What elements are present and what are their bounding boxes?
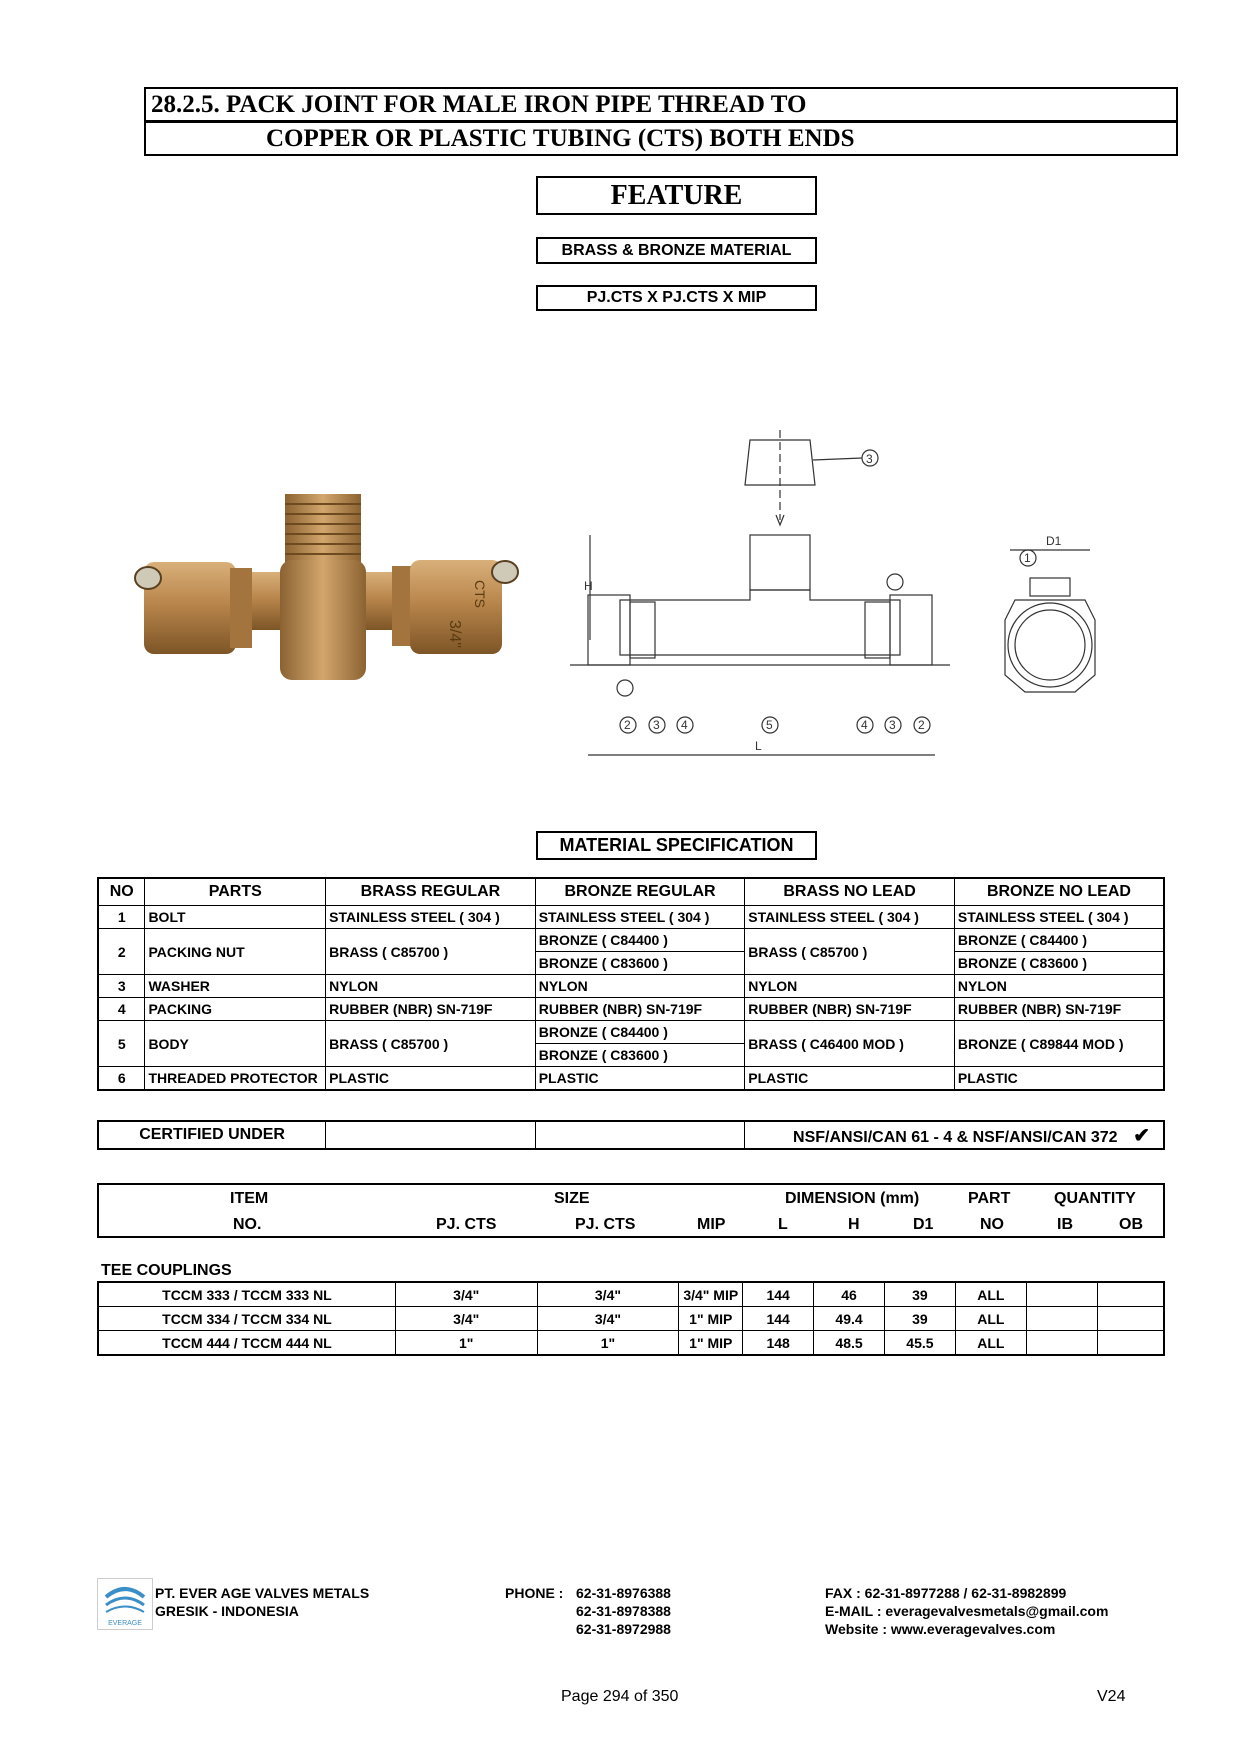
row-l: 144 — [743, 1282, 814, 1307]
row-mip: 1" MIP — [679, 1307, 743, 1331]
row-h: 48.5 — [814, 1331, 885, 1356]
spec-bronze-no-lead: STAINLESS STEEL ( 304 ) — [954, 906, 1164, 929]
logo-text: EVERAGE — [108, 1620, 142, 1627]
spec-no: 1 — [98, 906, 145, 929]
header-item: ITEM — [230, 1190, 269, 1207]
spec-brass-regular: BRASS ( C85700 ) — [326, 1021, 536, 1067]
spec-part: WASHER — [145, 975, 326, 998]
spec-bronze-no-lead: NYLON — [954, 975, 1164, 998]
group-label: TEE COUPLINGS — [101, 1262, 232, 1279]
row-pj-cts-2: 3/4" — [537, 1282, 679, 1307]
company-block — [155, 1584, 369, 1620]
spec-brass-no-lead: STAINLESS STEEL ( 304 ) — [745, 906, 955, 929]
spec-brass-no-lead: NYLON — [745, 975, 955, 998]
title-line-1 — [144, 87, 1178, 122]
header-d1: D1 — [913, 1216, 934, 1233]
row-ib — [1026, 1282, 1097, 1307]
spec-no: 3 — [98, 975, 145, 998]
row-ob — [1097, 1282, 1164, 1307]
spec-bronze-no-lead: BRONZE ( C83600 ) — [954, 952, 1164, 975]
spec-brass-regular: PLASTIC — [326, 1067, 536, 1091]
row-pj-cts-2: 3/4" — [537, 1307, 679, 1331]
spec-part: BODY — [145, 1021, 326, 1067]
header-pj-cts-2: PJ. CTS — [575, 1216, 636, 1233]
table-row — [98, 1282, 1164, 1307]
spec-header-row — [98, 878, 1164, 906]
row-mip: 1" MIP — [679, 1331, 743, 1356]
phone-2: 62-31-8978388 — [576, 1603, 671, 1619]
company-logo — [97, 1578, 153, 1630]
callout-label: 2 — [624, 718, 631, 732]
row-part-no: ALL — [955, 1307, 1026, 1331]
spec-row — [98, 929, 1164, 952]
version: V24 — [1097, 1688, 1126, 1705]
header-part: PART — [968, 1190, 1011, 1207]
spec-brass-no-lead: RUBBER (NBR) SN-719F — [745, 998, 955, 1021]
row-pj-cts-1: 3/4" — [395, 1282, 537, 1307]
spec-bronze-regular: BRONZE ( C84400 ) — [535, 929, 745, 952]
dim-h-label: H — [584, 579, 593, 593]
spec-bronze-regular: RUBBER (NBR) SN-719F — [535, 998, 745, 1021]
header-l: L — [778, 1216, 788, 1233]
spec-header-brass-regular: BRASS REGULAR — [326, 878, 536, 906]
certified-label: CERTIFIED UNDER — [98, 1121, 326, 1149]
header-pj-cts-1: PJ. CTS — [436, 1216, 497, 1233]
spec-brass-regular: NYLON — [326, 975, 536, 998]
spec-brass-regular: RUBBER (NBR) SN-719F — [326, 998, 536, 1021]
spec-brass-no-lead: BRASS ( C46400 MOD ) — [745, 1021, 955, 1067]
spec-bronze-regular: BRONZE ( C83600 ) — [535, 1044, 745, 1067]
spec-part: PACKING NUT — [145, 929, 326, 975]
row-mip: 3/4" MIP — [679, 1282, 743, 1307]
page-number: Page 294 of 350 — [561, 1688, 679, 1705]
row-ib — [1026, 1307, 1097, 1331]
callout-label: 5 — [766, 718, 773, 732]
spec-part: BOLT — [145, 906, 326, 929]
table-row — [98, 1331, 1164, 1356]
feature-type-box — [536, 285, 817, 311]
spec-bronze-regular: STAINLESS STEEL ( 304 ) — [535, 906, 745, 929]
header-part-no: NO — [980, 1216, 1004, 1233]
contact-block — [825, 1584, 1108, 1638]
spec-no: 6 — [98, 1067, 145, 1091]
header-dimension: DIMENSION (mm) — [785, 1190, 920, 1207]
spec-bronze-regular: BRONZE ( C83600 ) — [535, 952, 745, 975]
phone-block — [505, 1584, 563, 1602]
feature-material: BRASS & BRONZE MATERIAL — [561, 241, 792, 259]
row-d1: 39 — [884, 1282, 955, 1307]
spec-bronze-regular: PLASTIC — [535, 1067, 745, 1091]
spec-row — [98, 906, 1164, 929]
phone-label: PHONE : — [505, 1585, 564, 1601]
title-text-1: 28.2.5. PACK JOINT FOR MALE IRON PIPE THREAD TO — [151, 91, 807, 118]
feature-heading-box — [536, 176, 817, 215]
callout-label: 4 — [861, 718, 868, 732]
spec-no: 4 — [98, 998, 145, 1021]
header-size: SIZE — [554, 1190, 590, 1207]
row-ob — [1097, 1331, 1164, 1356]
header-ib: IB — [1057, 1216, 1073, 1233]
spec-header-no: NO — [98, 878, 145, 906]
header-h: H — [848, 1216, 860, 1233]
row-ob — [1097, 1307, 1164, 1331]
spec-bronze-regular: NYLON — [535, 975, 745, 998]
website: Website : www.everagevalves.com — [825, 1621, 1056, 1637]
company-name: PT. EVER AGE VALVES METALS — [155, 1585, 370, 1601]
spec-brass-regular: STAINLESS STEEL ( 304 ) — [326, 906, 536, 929]
row-item: TCCM 444 / TCCM 444 NL — [98, 1331, 395, 1356]
row-part-no: ALL — [955, 1282, 1026, 1307]
checkmark-icon: ✔ — [1133, 1124, 1150, 1147]
dimension-header — [97, 1183, 1165, 1238]
row-item: TCCM 334 / TCCM 334 NL — [98, 1307, 395, 1331]
spec-header-parts: PARTS — [145, 878, 326, 906]
spec-row — [98, 975, 1164, 998]
spec-header-brass-no-lead: BRASS NO LEAD — [745, 878, 955, 906]
feature-type: PJ.CTS X PJ.CTS X MIP — [586, 289, 767, 306]
phone-3: 62-31-8972988 — [576, 1621, 671, 1637]
header-quantity: QUANTITY — [1054, 1190, 1136, 1207]
technical-drawing — [570, 430, 1140, 775]
phone-1: 62-31-8976388 — [576, 1585, 671, 1601]
dim-d1-label: D1 — [1046, 534, 1062, 548]
callout-label: 2 — [918, 718, 925, 732]
spec-bronze-no-lead: PLASTIC — [954, 1067, 1164, 1091]
material-spec-heading-box — [536, 831, 817, 860]
spec-no: 5 — [98, 1021, 145, 1067]
callout-1-label: 1 — [1024, 551, 1031, 565]
email: E-MAIL : everagevalvesmetals@gmail.com — [825, 1603, 1109, 1619]
spec-bronze-no-lead: BRONZE ( C89844 MOD ) — [954, 1021, 1164, 1067]
spec-header-bronze-no-lead: BRONZE NO LEAD — [954, 878, 1164, 906]
callout-3-top-label: 3 — [866, 452, 873, 466]
row-ib — [1026, 1331, 1097, 1356]
spec-part: PACKING — [145, 998, 326, 1021]
fax: FAX : 62-31-8977288 / 62-31-8982899 — [825, 1585, 1067, 1601]
feature-material-box — [536, 237, 817, 264]
row-l: 144 — [743, 1307, 814, 1331]
dimension-table — [97, 1281, 1165, 1356]
callout-label: 3 — [889, 718, 896, 732]
callout-label: 3 — [653, 718, 660, 732]
row-pj-cts-2: 1" — [537, 1331, 679, 1356]
row-d1: 39 — [884, 1307, 955, 1331]
company-location: GRESIK - INDONESIA — [155, 1603, 299, 1619]
spec-bronze-no-lead: BRONZE ( C84400 ) — [954, 929, 1164, 952]
spec-part: THREADED PROTECTOR — [145, 1067, 326, 1091]
spec-brass-no-lead: PLASTIC — [745, 1067, 955, 1091]
title-line-2 — [144, 121, 1178, 156]
row-d1: 45.5 — [884, 1331, 955, 1356]
row-pj-cts-1: 1" — [395, 1331, 537, 1356]
certified-value-cell — [745, 1121, 1164, 1149]
feature-heading: FEATURE — [610, 179, 743, 211]
callout-label: 4 — [681, 718, 688, 732]
certified-table — [97, 1120, 1165, 1150]
spec-bronze-no-lead: RUBBER (NBR) SN-719F — [954, 998, 1164, 1021]
spec-header-bronze-regular: BRONZE REGULAR — [535, 878, 745, 906]
title-text-2: COPPER OR PLASTIC TUBING (CTS) BOTH ENDS — [266, 125, 855, 152]
material-spec-heading: MATERIAL SPECIFICATION — [559, 835, 794, 855]
row-h: 49.4 — [814, 1307, 885, 1331]
spec-row — [98, 998, 1164, 1021]
dim-l-label: L — [755, 739, 762, 753]
material-spec-table — [97, 877, 1165, 1091]
spec-row — [98, 1021, 1164, 1044]
row-part-no: ALL — [955, 1331, 1026, 1356]
table-row — [98, 1307, 1164, 1331]
row-pj-cts-1: 3/4" — [395, 1307, 537, 1331]
photo-cts-marking: CTS — [472, 580, 488, 608]
header-no: NO. — [233, 1216, 262, 1233]
certified-value: NSF/ANSI/CAN 61 - 4 & NSF/ANSI/CAN 372 — [793, 1128, 1118, 1146]
spec-brass-regular: BRASS ( C85700 ) — [326, 929, 536, 975]
row-item: TCCM 333 / TCCM 333 NL — [98, 1282, 395, 1307]
row-l: 148 — [743, 1331, 814, 1356]
phone-numbers — [576, 1584, 671, 1638]
spec-bronze-regular: BRONZE ( C84400 ) — [535, 1021, 745, 1044]
header-mip: MIP — [697, 1216, 726, 1233]
spec-no: 2 — [98, 929, 145, 975]
photo-size-marking: 3/4" — [446, 620, 463, 648]
product-photo — [130, 480, 540, 690]
wave-logo-icon — [98, 1579, 152, 1619]
spec-row — [98, 1067, 1164, 1091]
row-h: 46 — [814, 1282, 885, 1307]
header-ob: OB — [1119, 1216, 1143, 1233]
spec-brass-no-lead: BRASS ( C85700 ) — [745, 929, 955, 975]
